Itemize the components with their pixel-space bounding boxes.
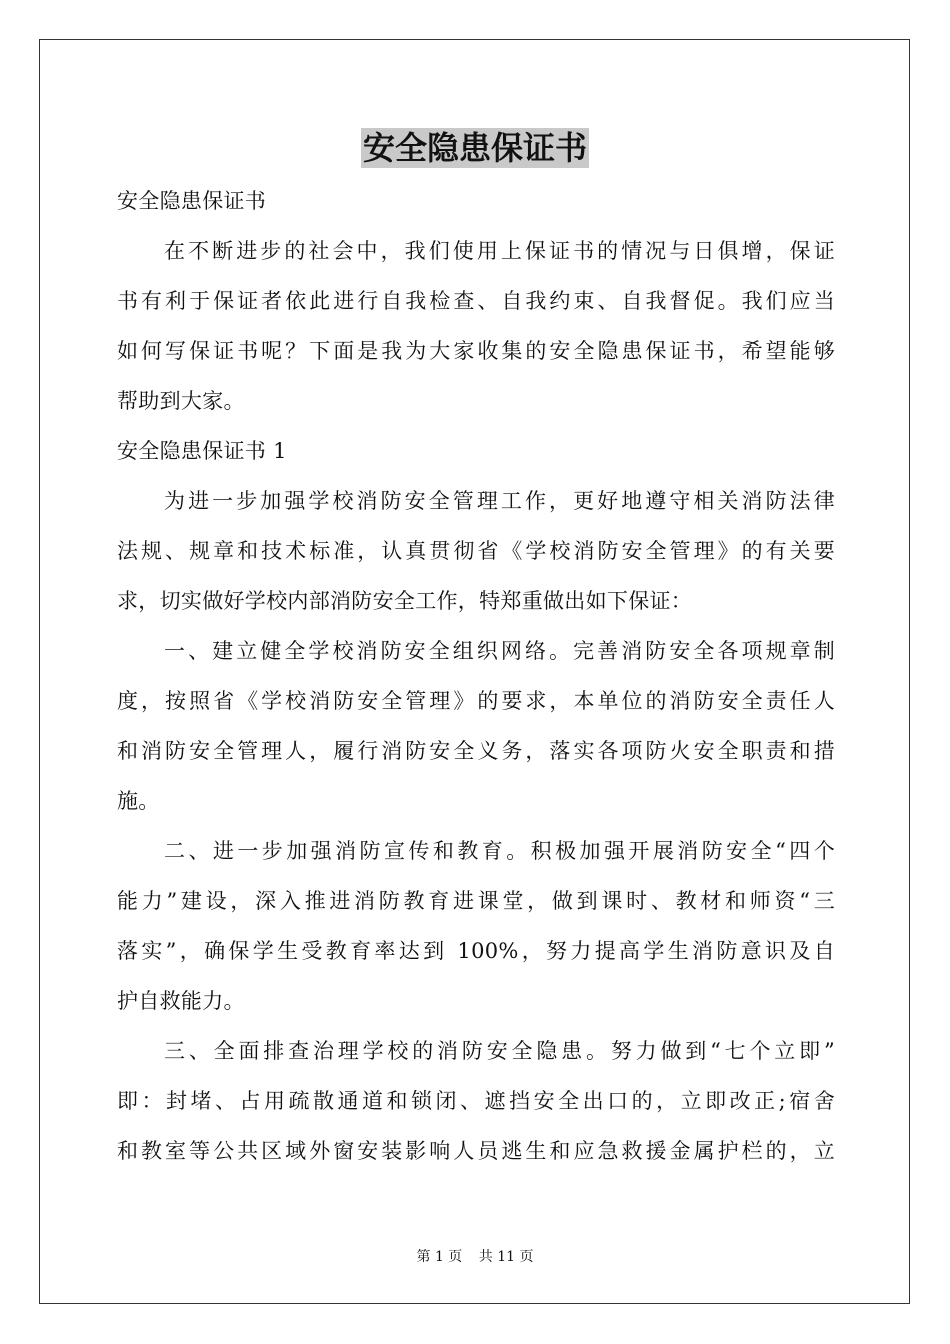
text-line: 如何写保证书呢？下面是我为大家收集的安全隐患保证书，希望能够 xyxy=(117,339,835,363)
page-number: 第 1 页 xyxy=(416,1249,463,1265)
text-line: 即：封堵、占用疏散通道和锁闭、遮挡安全出口的，立即改正;宿舍 xyxy=(117,1089,835,1113)
text-line: 为进一步加强学校消防安全管理工作，更好地遵守相关消防法律 xyxy=(164,489,835,513)
text-line: 和教室等公共区域外窗安装影响人员逃生和应急救援金属护栏的，立 xyxy=(117,1139,835,1163)
text-line: 帮助到大家。 xyxy=(117,389,245,413)
document-body xyxy=(117,176,835,1176)
text-line: 一、建立健全学校消防安全组织网络。完善消防安全各项规章制 xyxy=(164,639,835,663)
text-line: 求，切实做好学校内部消防安全工作，特郑重做出如下保证： xyxy=(117,589,693,613)
page-total: 共 11 页 xyxy=(478,1249,534,1265)
text-line: 二、进一步加强消防宣传和教育。积极加强开展消防安全“四个 xyxy=(164,839,835,863)
text-line: 能力”建设，深入推进消防教育进课堂，做到课时、教材和师资“三 xyxy=(117,889,835,913)
text-line: 在不断进步的社会中，我们使用上保证书的情况与日俱增，保证 xyxy=(164,239,835,263)
document-title: 安全隐患保证书 xyxy=(362,129,587,167)
text-line: 书有利于保证者依此进行自我检查、自我约束、自我督促。我们应当 xyxy=(117,289,835,313)
text-line: 三、全面排查治理学校的消防安全隐患。努力做到“七个立即” xyxy=(164,1039,835,1063)
text-line: 度，按照省《学校消防安全管理》的要求，本单位的消防安全责任人 xyxy=(117,689,835,713)
text-line: 施。 xyxy=(117,789,160,813)
text-line: 护自救能力。 xyxy=(117,989,245,1013)
text-line: 安全隐患保证书 xyxy=(117,189,267,213)
text-line: 安全隐患保证书 1 xyxy=(117,439,287,463)
text-line: 法规、规章和技术标准，认真贯彻省《学校消防安全管理》的有关要 xyxy=(117,539,835,563)
title-wrap xyxy=(0,128,950,168)
text-line: 和消防安全管理人，履行消防安全义务，落实各项防火安全职责和措 xyxy=(117,739,835,763)
page-footer xyxy=(0,1248,950,1266)
text-line: 落实”，确保学生受教育率达到 100%，努力提高学生消防意识及自 xyxy=(117,939,835,963)
